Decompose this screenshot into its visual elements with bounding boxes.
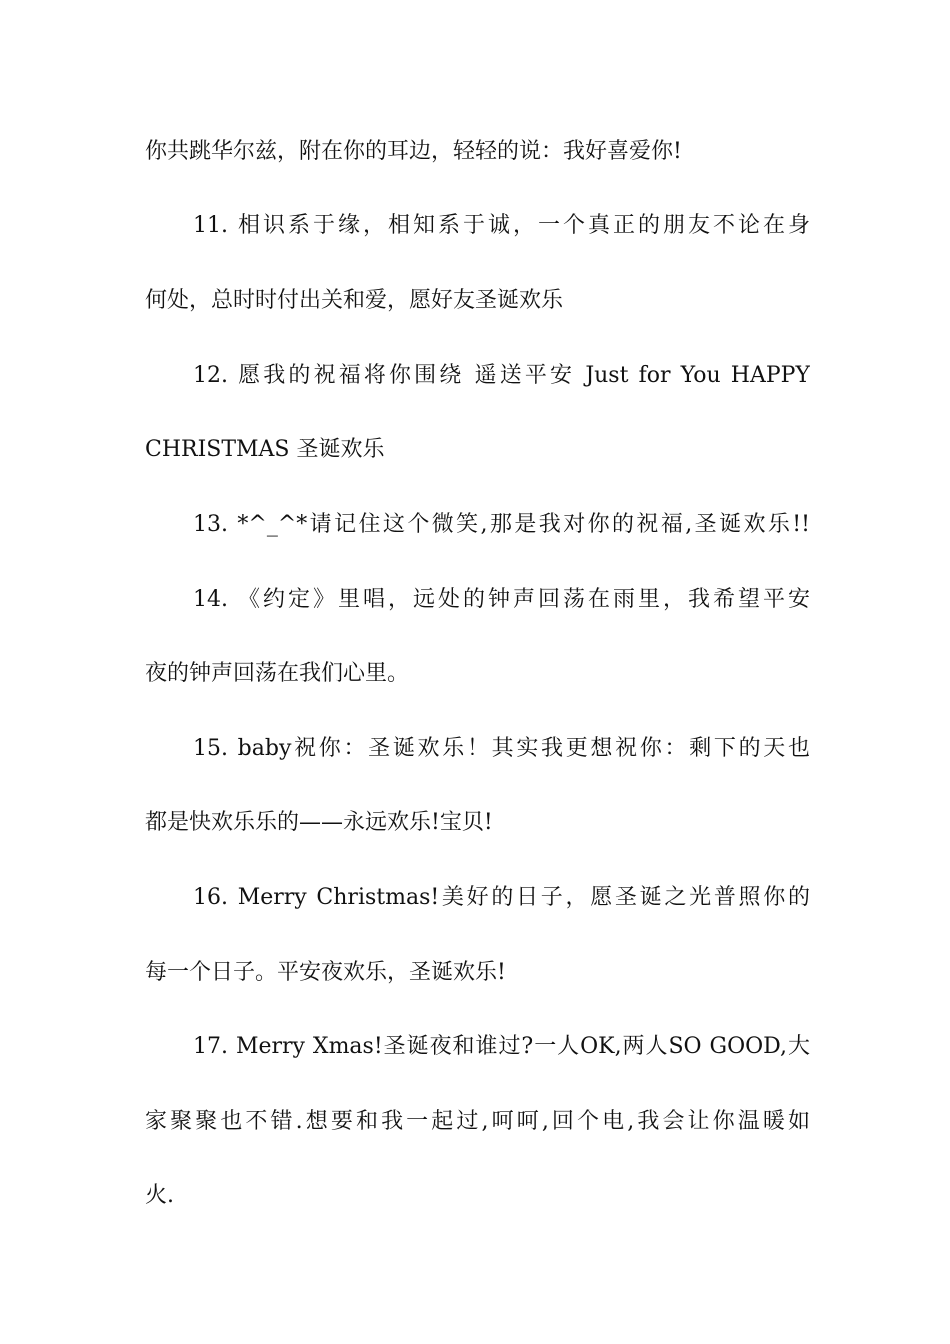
- text-line-1: 你共跳华尔兹，附在你的耳边，轻轻的说：我好喜爱你!: [145, 139, 682, 164]
- item-17-line-3: 火.: [145, 1183, 174, 1208]
- item-17-line-2: 家聚聚也不错.想要和我一起过,呵呵,回个电,我会让你温暖如: [145, 1109, 810, 1134]
- item-15-line-1: 15. baby祝你：圣诞欢乐！其实我更想祝你：剩下的天也: [193, 736, 810, 761]
- item-17-line-1: 17. Merry Xmas!圣诞夜和谁过?一人OK,两人SO GOOD,大: [193, 1034, 810, 1059]
- item-14-line-2: 夜的钟声回荡在我们心里。: [145, 661, 410, 686]
- item-11-line-1: 11. 相识系于缘，相知系于诚，一个真正的朋友不论在身: [193, 213, 810, 238]
- item-12-line-2: CHRISTMAS 圣诞欢乐: [145, 437, 385, 462]
- item-11-line-2: 何处，总时时付出关和爱，愿好友圣诞欢乐: [145, 288, 564, 313]
- item-16-line-2: 每一个日子。平安夜欢乐，圣诞欢乐!: [145, 960, 506, 985]
- item-12-line-1: 12. 愿我的祝福将你围绕 遥送平安 Just for You HAPPY: [193, 363, 810, 388]
- item-16-line-1: 16. Merry Christmas!美好的日子，愿圣诞之光普照你的: [193, 885, 810, 910]
- item-14-line-1: 14. 《约定》里唱，远处的钟声回荡在雨里，我希望平安: [193, 587, 810, 612]
- item-15-line-2: 都是快欢乐乐的——永远欢乐!宝贝!: [145, 810, 493, 835]
- item-13-line-1: 13. *^_^*请记住这个微笑,那是我对你的祝福,圣诞欢乐!!: [193, 512, 810, 537]
